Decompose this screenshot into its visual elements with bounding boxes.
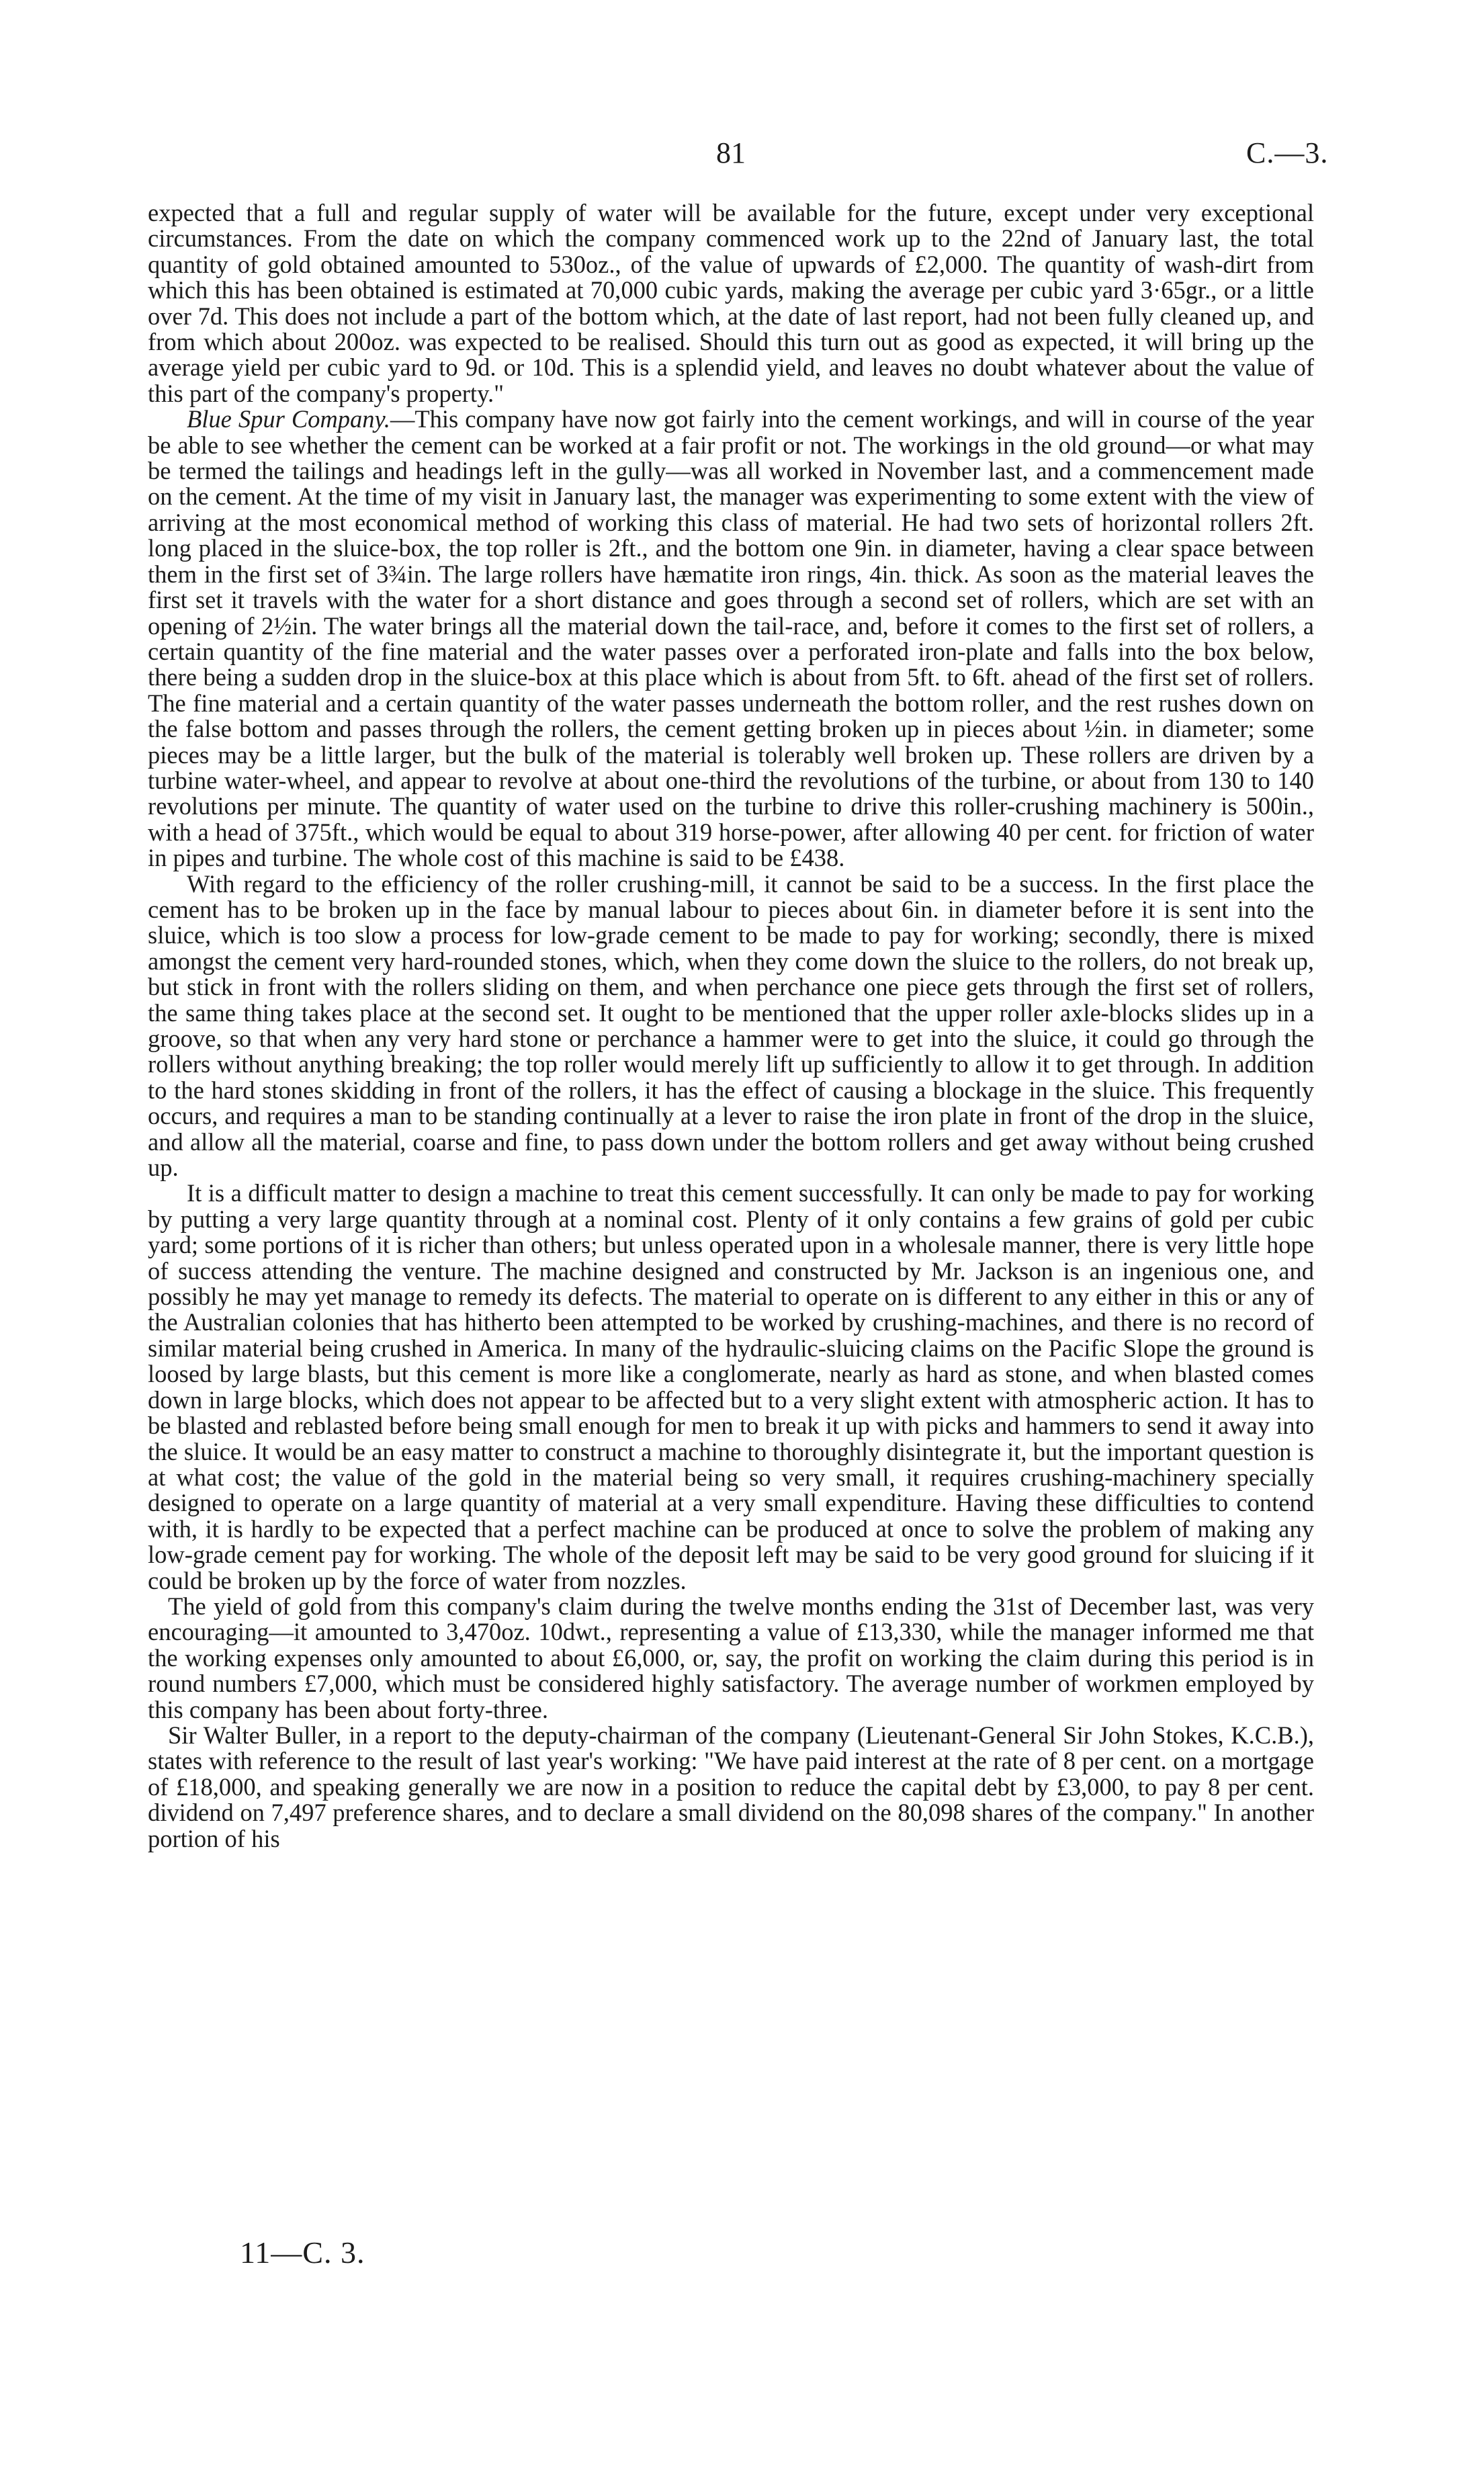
paragraph-yield-of-gold: [148, 1594, 1314, 1723]
paragraph-blue-spur-company: [148, 406, 1314, 871]
paragraph-machine-design: [148, 1180, 1314, 1594]
paragraph-text: With regard to the efficiency of the roller crushing-mill, it cannot be said to be a success. In the first place the cement has to be broken up in the face by manual labour to pieces about 6in. in diameter before it is sent into the sluice, which is too slow a process for low-grade cement to be made to pay for working; secondly, there is mixed amongst the cement very hard-rounded stones, which, when they come down the sluice to the rollers, do not break up, but stick in front with the rollers sliding on them, and when perchance one piece gets through the first set of rollers, the same thing takes place at the second set. It ought to be mentioned that the upper roller axle-blocks slides up in a groove, so that when any very hard stone or perchance a hammer were to get into the sluice, it could go through the rollers without anything breaking; the top roller would merely lift up sufficiently to allow it to get through. In addition to the hard stones skidding in front of the rollers, it has the effect of causing a blockage in the sluice. This frequently occurs, and requires a man to be standing continually at a lever to raise the iron plate in front of the drop in the sluice, and allow all the material, coarse and fine, to pass down under the bottom rollers and get away without being crushed up.: [148, 869, 1314, 1182]
body-text: [148, 200, 1314, 1852]
paragraph-roller-efficiency: [148, 871, 1314, 1181]
page-header: [0, 134, 1484, 175]
printer-signature-mark: 11—C. 3.: [240, 2235, 365, 2270]
paragraph-text: Sir Walter Buller, in a report to the deputy-chairman of the company (Lieutenant-General Sir John Stokes, K.C.B.), states with reference to the result of last year's working: "We have paid interest at the rate of 8 per cent. on a mortgage of £18,000, and speaking generally we are now in a position to reduce the capital debt by £3,000, to pay 8 per cent. dividend on 7,497 preference shares, and to declare a small dividend on the 80,098 shares of the company." In another portion of his: [148, 1721, 1314, 1852]
page-number: 81: [716, 136, 746, 169]
paragraph-text: —This company have now got fairly into the cement workings, and will in course of the year be able to see whether the cement can be worked at a fair profit or not. The workings in the old ground—or what may be termed the tailings and headings left in the gully—was all worked in November last, and a commencement made on the cement. At the time of my visit in January last, the manager was experimenting to some extent with the view of arriving at the most economical method of working this class of material. He had two sets of horizontal rollers 2ft. long placed in the sluice-box, the top roller is 2ft., and the bottom one 9in. in diameter, having a clear space between them in the first set of 3¾in. The large rollers have hæmatite iron rings, 4in. thick. As soon as the material leaves the first set it travels with the water for a short distance and goes through a second set of rollers, which are set with an opening of 2½in. The water brings all the material down the tail-race, and, before it comes to the first set of rollers, a certain quantity of the fine material and the water passes over a perforated iron-plate and falls into the box below, there being a sudden drop in the sluice-box at this place which is about from 5ft. to 6ft. ahead of the first set of rollers. The fine material and a certain quantity of the water passes underneath the bottom roller, and the rest rushes down on the false bottom and passes through the rollers, the cement getting broken up in pieces about ½in. in diameter; some pieces may be a little larger, but the bulk of the material is tolerably well broken up. These rollers are driven by a turbine water-wheel, and appear to revolve at about one-third the revolutions of the turbine, or about from 130 to 140 revolutions per minute. The quantity of water used on the turbine to drive this roller-crushing machinery is 500in., with a head of 375ft., which would be equal to about 319 horse-power, after allowing 40 per cent. for friction of water in pipes and turbine. The whole cost of this machine is said to be £438.: [148, 405, 1314, 872]
paragraph-lead-italic: Blue Spur Company.: [187, 405, 390, 433]
paragraph-text: It is a difficult matter to design a machine to treat this cement successfully. It can only be made to pay for working by putting a very large quantity through at a nominal cost. Plenty of it only contains a few grains of gold per cubic yard; some portions of it is richer than others; but unless operated upon in a wholesale manner, there is very little hope of success attending the venture. The machine designed and constructed by Mr. Jackson is an ingenious one, and possibly he may yet manage to remedy its defects. The material to operate on is different to any either in this or any of the Australian colonies that has hitherto been attempted to be worked by crushing-machines, and there is no record of similar material being crushed in America. In many of the hydraulic-sluicing claims on the Pacific Slope the ground is loosed by large blasts, but this cement is more like a conglomerate, nearly as hard as stone, and when blasted comes down in large blocks, which does not appear to be affected but to a very slight extent with atmospheric action. It has to be blasted and reblasted before being small enough for men to break it up with picks and hammers to send it away into the sluice. It would be an easy matter to construct a machine to thoroughly disintegrate it, but the important question is at what cost; the value of the gold in the material being so very small, it requires crushing-machinery specially designed to operate on a large quantity of material at a very small expenditure. Having these difficulties to contend with, it is hardly to be expected that a perfect machine can be produced at once to solve the problem of making any low-grade cement pay for working. The whole of the deposit left may be said to be very good ground for sluicing if it could be broken up by the force of water from nozzles.: [148, 1179, 1314, 1594]
paragraph-text: The yield of gold from this company's claim during the twelve months ending the 31st of December last, was very encouraging—it amounted to 3,470oz. 10dwt., representing a value of £13,330, while the manager informed me that the working expenses only amounted to about £6,000, or, say, the profit on working the claim during this period is in round numbers £7,000, which must be considered highly satisfactory. The average number of workmen employed by this company has been about forty-three.: [148, 1592, 1314, 1723]
paragraph-walter-buller-report: [148, 1723, 1314, 1852]
document-reference: C.—3.: [1246, 136, 1329, 169]
paragraph-continuation: [148, 200, 1314, 406]
paragraph-text: expected that a full and regular supply of water will be available for the future, except under very exceptional circumstances. From the date on which the company commenced work up to the 22nd of January last, the total quantity of gold obtained amounted to 530oz., of the value of upwards of £2,000. The quantity of wash-dirt from which this has been obtained is estimated at 70,000 cubic yards, making the average per cubic yard 3·65gr., or a little over 7d. This does not include a part of the bottom which, at the date of last report, had not been fully cleaned up, and from which about 200oz. was expected to be realised. Should this turn out as good as expected, it will bring up the average yield per cubic yard to 9d. or 10d. This is a splendid yield, and leaves no doubt whatever about the value of this part of the company's property.": [148, 199, 1314, 407]
